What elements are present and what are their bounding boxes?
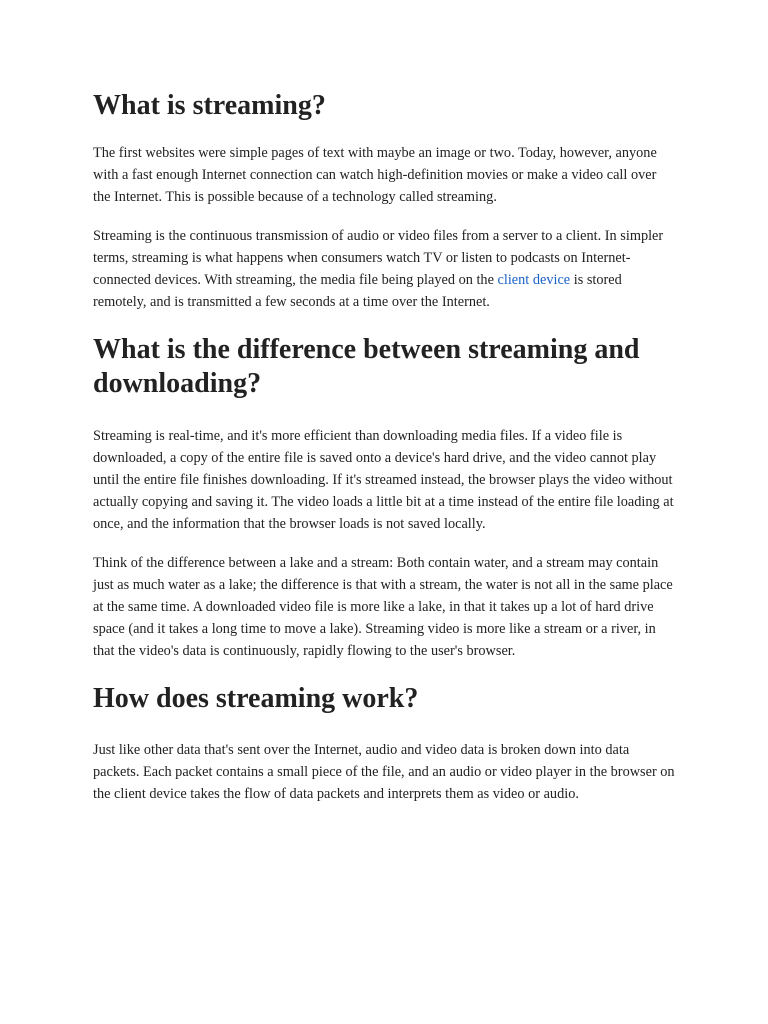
paragraph-text-before-link: Streaming is the continuous transmission of audio or video files from a server to a client. In simpler terms, streaming is what happens when consumers watch TV or listen to podcasts on Internet-connected devices. With streaming, the media file being played on the bbox=[93, 228, 664, 288]
paragraph-real-time: Streaming is real-time, and it's more efficient than downloading media files. If a video file is downloaded, a copy of the entire file is saved onto a device's hard drive, and the video cannot play until the entire file finishes downloading. If it's streamed instead, the browser plays the video without actually copying and saving it. The video loads a little bit at a time instead of the entire file loading at once, and the information that the browser loads is not saved locally. bbox=[93, 428, 674, 532]
client-device-link[interactable]: client device bbox=[497, 272, 571, 288]
paragraph-data-packets: Just like other data that's sent over the Internet, audio and video data is broken down into data packets. Each packet contains a small piece of the file, and an audio or video player in the browser on the client device takes the flow of data packets and interprets them as video or audio. bbox=[93, 742, 675, 802]
paragraph-text-after-link: is stored remotely, and is transmitted a few seconds at a time over the Internet. bbox=[93, 272, 622, 310]
paragraph-streaming-definition bbox=[93, 225, 677, 313]
heading-streaming-vs-downloading: What is the difference between streaming and downloading? bbox=[93, 334, 640, 399]
heading-how-streaming-works: How does streaming work? bbox=[93, 683, 419, 714]
paragraph-intro: The first websites were simple pages of text with maybe an image or two. Today, however, anyone with a fast enough Internet connection can watch high-definition movies or make a video call over the Internet. This is possible because of a technology called streaming. bbox=[93, 145, 657, 205]
paragraph-lake-analogy: Think of the difference between a lake and a stream: Both contain water, and a stream may contain just as much water as a lake; the difference is that with a stream, the water is not all in the same place at the same time. A downloaded video file is more like a lake, in that it takes up a lot of hard drive space (and it takes a long time to move a lake). Streaming video is more like a stream or a river, in that the video's data is continuously, rapidly flowing to the user's browser. bbox=[93, 555, 673, 659]
article-body bbox=[93, 89, 677, 805]
heading-what-is-streaming: What is streaming? bbox=[93, 90, 326, 121]
